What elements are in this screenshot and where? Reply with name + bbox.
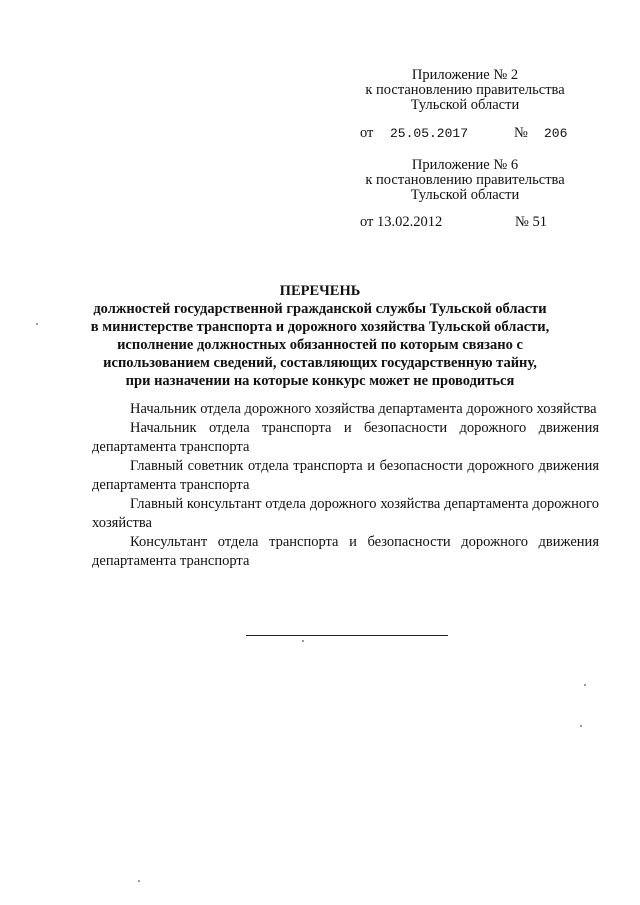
positions-list — [92, 400, 599, 571]
scan-speck — [584, 684, 586, 686]
position-item: Главный советник отдела транспорта и безопасности дорожного движения департамента транспорта — [92, 458, 599, 493]
document-title: ПЕРЕЧЕНЬ — [279, 283, 361, 299]
scan-speck — [138, 880, 140, 882]
resolution-6-number: № 51 — [515, 214, 547, 230]
position-item: Консультант отдела транспорта и безопасности дорожного движения департамента транспорта — [92, 534, 599, 569]
position-item: Начальник отдела дорожного хозяйства департамента дорожного хозяйства — [130, 401, 597, 417]
resolution-2-date: 25.05.2017 — [390, 126, 469, 141]
scan-speck — [580, 725, 582, 727]
document-subtitle: должностей государственной гражданской службы Тульской области в министерстве транспорта и дорожного хозяйства Тульской области, исполнение должностных обязанностей по которым связано с использованием сведений, составляющих государственную тайну, при назначении на которые конкурс может не проводиться — [90, 301, 550, 389]
attachment-6-header — [360, 158, 570, 203]
position-item: Начальник отдела транспорта и безопасности дорожного движения департамента транспорта — [92, 420, 599, 455]
resolution-2-line — [360, 125, 570, 143]
resolution-6-line — [360, 214, 570, 232]
attachment-2-subtitle: к постановлению правительства — [365, 82, 565, 98]
resolution-2-number: 206 — [544, 126, 568, 141]
attachment-6-subtitle: к постановлению правительства — [365, 172, 565, 188]
scan-speck — [36, 323, 38, 325]
resolution-6-date: от 13.02.2012 — [360, 214, 443, 230]
resolution-2-prefix: от — [360, 125, 374, 141]
attachment-2-header — [360, 68, 570, 113]
scan-speck — [302, 640, 304, 642]
attachment-2-region: Тульской области — [410, 97, 520, 113]
attachment-6-region: Тульской области — [410, 187, 520, 203]
position-item: Главный консультант отдела дорожного хозяйства департамента дорожного хозяйства — [92, 496, 599, 531]
resolution-2-number-label: № — [514, 125, 528, 141]
closing-divider — [246, 635, 448, 636]
attachment-2-title: Приложение № 2 — [411, 67, 519, 83]
attachment-6-title: Приложение № 6 — [411, 157, 519, 173]
